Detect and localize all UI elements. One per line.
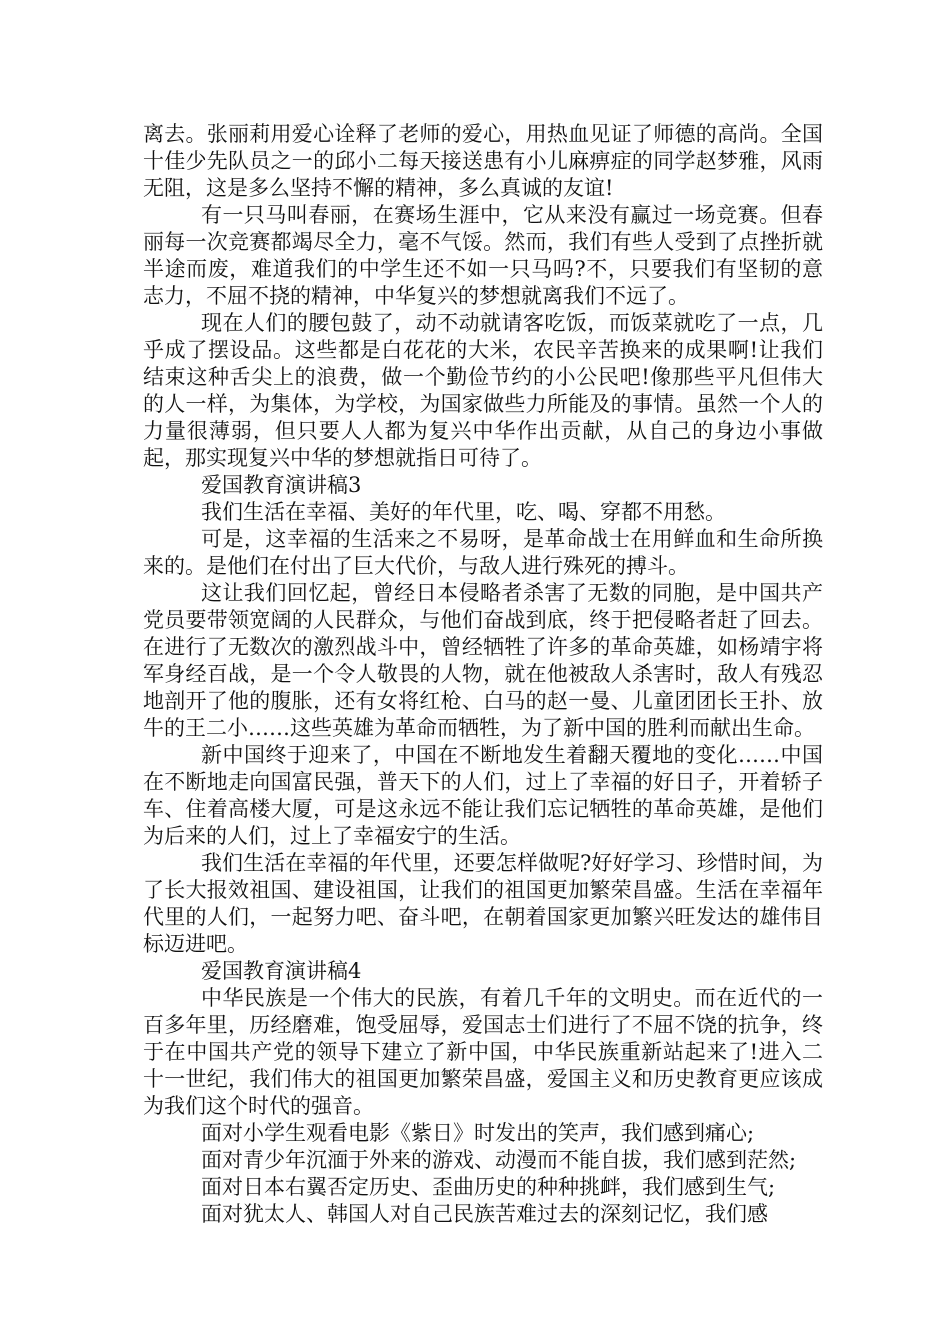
- paragraph-8: 我们生活在幸福的年代里，还要怎样做呢?好好学习、珍惜时间，为了长大报效祖国、建设祖国，让我们的祖国更加繁荣昌盛。生活在幸福年代里的人们，一起努力吧、奋斗吧，在朝着国家更加繁兴旺发达的雄伟目标迈进吧。: [143, 851, 823, 956]
- paragraph-5: 可是，这幸福的生活来之不易呀，是革命战士在用鲜血和生命所换来的。是他们在付出了巨大代价，与敌人进行殊死的搏斗。: [143, 527, 823, 578]
- paragraph-9: 中华民族是一个伟大的民族，有着几千年的文明史。而在近代的一百多年里，历经磨难，饱受屈辱，爱国志士们进行了不屈不饶的抗争，终于在中国共产党的领导下建立了新中国，中华民族重新站起来了!进入二十一世纪，我们伟大的祖国更加繁荣昌盛，爱国主义和历史教育更应该成为我们这个时代的强音。: [143, 986, 823, 1118]
- paragraph-6: 这让我们回忆起，曾经日本侵略者杀害了无数的同胞，是中国共产党员要带领宽阔的人民群众，与他们奋战到底，终于把侵略者赶了回去。在进行了无数次的激烈战斗中，曾经牺牲了许多的革命英雄，如杨靖宇将军身经百战，是一个令人敬畏的人物，就在他被敌人杀害时，敌人有残忍地剖开了他的腹胀，还有女将红枪、白马的赵一曼、儿童团团长王扑、放牛的王二小……这些英雄为革命而牺牲，为了新中国的胜利而献出生命。: [143, 581, 823, 740]
- paragraph-4: 我们生活在幸福、美好的年代里，吃、喝、穿都不用愁。: [201, 500, 726, 524]
- section-heading-4: 爱国教育演讲稿4: [201, 959, 362, 983]
- paragraph-2: 有一只马叫春丽，在赛场生涯中，它从来没有赢过一场竞赛。但春丽每一次竞赛都竭尽全力，毫不气馁。然而，我们有些人受到了点挫折就半途而废，难道我们的中学生还不如一只马吗?不，只要我们有坚韧的意志力，不屈不挠的精神，中华复兴的梦想就离我们不远了。: [143, 203, 823, 308]
- paragraph-1: 离去。张丽莉用爱心诠释了老师的爱心，用热血见证了师德的高尚。全国十佳少先队员之一的邱小二每天接送患有小儿麻痹症的同学赵梦雅，风雨无阻，这是多么坚持不懈的精神，多么真诚的友谊!: [143, 122, 823, 200]
- section-heading-3: 爱国教育演讲稿3: [201, 473, 362, 497]
- paragraph-7: 新中国终于迎来了，中国在不断地发生着翻天覆地的变化……中国在不断地走向国富民强，普天下的人们，过上了幸福的好日子，开着轿子车、住着高楼大厦，可是这永远不能让我们忘记牺牲的革命英雄，是他们为后来的人们，过上了幸福安宁的生活。: [143, 743, 823, 848]
- paragraph-11: 面对青少年沉湎于外来的游戏、动漫而不能自拔，我们感到茫然;: [201, 1148, 797, 1172]
- paragraph-3: 现在人们的腰包鼓了，动不动就请客吃饭，而饭菜就吃了一点，几乎成了摆设品。这些都是白花花的大米，农民辛苦换来的成果啊!让我们结束这种舌尖上的浪费，做一个勤俭节约的小公民吧!像那些平凡但伟大的人一样，为集体，为学校，为国家做些力所能及的事情。虽然一个人的力量很薄弱，但只要人人都为复兴中华作出贡献，从自己的身边小事做起，那实现复兴中华的梦想就指日可待了。: [143, 311, 823, 470]
- paragraph-12: 面对日本右翼否定历史、歪曲历史的种种挑衅，我们感到生气;: [201, 1175, 776, 1199]
- paragraph-13: 面对犹太人、韩国人对自己民族苦难过去的深刻记忆，我们感: [201, 1202, 768, 1226]
- document-body: [143, 121, 823, 1228]
- paragraph-10: 面对小学生观看电影《紫日》时发出的笑声，我们感到痛心;: [201, 1121, 755, 1145]
